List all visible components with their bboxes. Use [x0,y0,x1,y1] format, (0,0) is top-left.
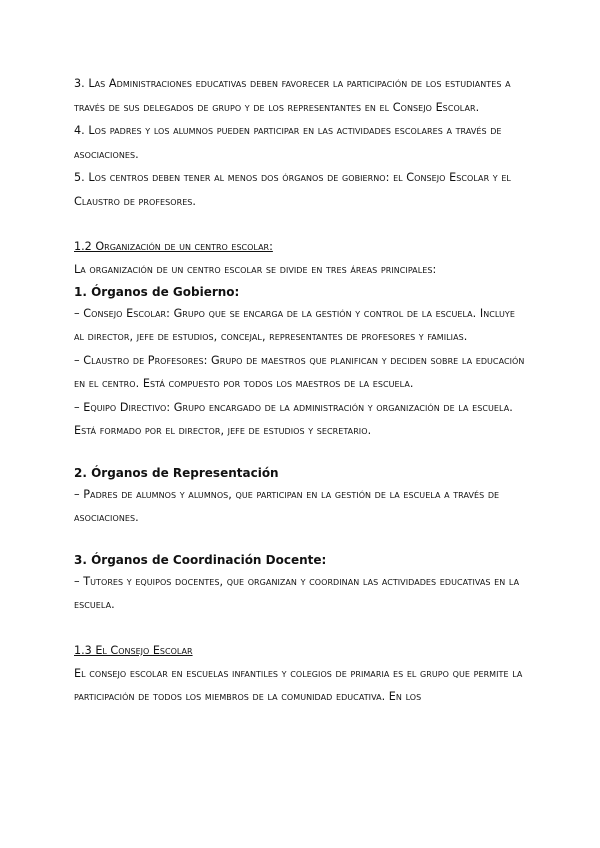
spacer [74,443,526,463]
group-item-consejo: – Consejo Escolar: Grupo que se encarga de la gestión y control de la escuela. Incluye al director, jefe de estudios, concejal, representantes de profesores y familias. [74,306,515,343]
group-item-padres: – Padres de alumnos y alumnos, que participan en la gestión de la escuela a través de asociaciones. [74,487,500,524]
group-item-claustro: – Claustro de Profesores: Grupo de maestros que planifican y deciden sobre la educación en el centro. Está compuesto por todos los maestros de la escuela. [74,353,525,390]
spacer [74,617,526,640]
spacer [74,213,526,236]
group-item-tutores: – Tutores y equipos docentes, que organizan y coordinan las actividades educativas en la escuela. [74,574,520,611]
group-title-coordinacion: 3. Órganos de Coordinación Docente: [74,552,327,567]
group-title-gobierno: 1. Órganos de Gobierno: [74,284,240,299]
section-body: El consejo escolar en escuelas infantiles y colegios de primaria es el grupo que permite la participación de todos los miembros de la comunidad educativa. En los [74,666,523,703]
section-heading-1-2: 1.2 Organización de un centro escolar: [74,240,273,253]
list-item-4: 4. Los padres y los alumnos pueden participar en las actividades escolares a través de asociaciones. [74,124,502,161]
group-title-representacion: 2. Órganos de Representación [74,465,279,480]
group-item-equipo: – Equipo Directivo: Grupo encargado de la administración y organización de la escuela. Está formado por el director, jefe de estudios y secretario. [74,400,513,437]
spacer [74,530,526,550]
list-item-3: 3. Las Administraciones educativas deben favorecer la participación de los estudiantes a través de sus delegados de grupo y de los representantes en el Consejo Escolar. [74,77,511,114]
list-item-5: 5. Los centros deben tener al menos dos órganos de gobierno: el Consejo Escolar y el Claustro de profesores. [74,171,511,208]
section-intro: La organización de un centro escolar se divide en tres áreas principales: [74,263,437,276]
section-heading-1-3: 1.3 El Consejo Escolar [74,643,193,657]
